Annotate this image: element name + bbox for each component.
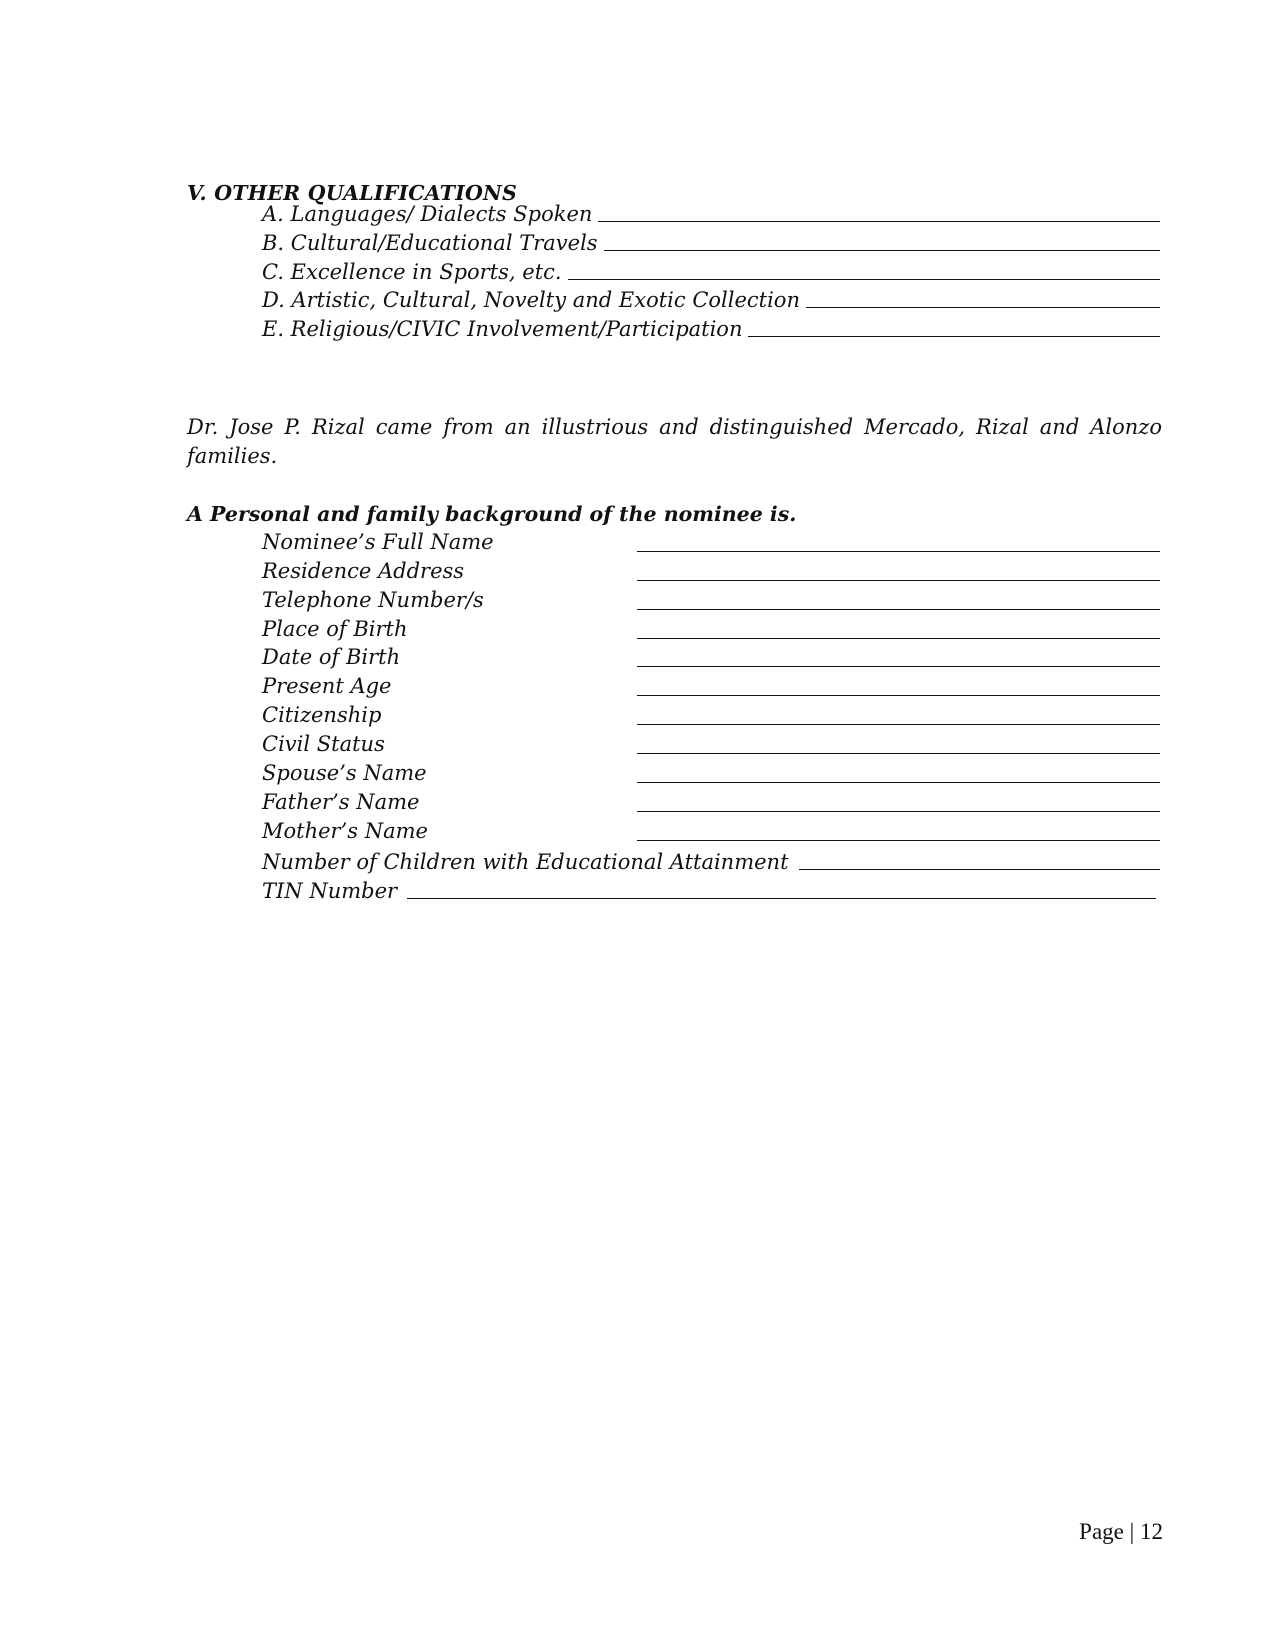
qualification-label: E. Religious/CIVIC Involvement/Participation — [262, 317, 743, 341]
field-label: Date of Birth — [262, 645, 401, 669]
fill-in-line[interactable] — [806, 306, 1160, 308]
fill-in-line[interactable] — [799, 868, 1160, 870]
field-label: Mother’s Name — [262, 819, 428, 843]
qualification-row-travels — [262, 227, 1160, 255]
qualification-label: C. Excellence in Sports, etc. — [262, 260, 562, 284]
qualification-row-sports — [262, 256, 1160, 284]
fill-in-line[interactable] — [748, 335, 1160, 337]
field-row-tin — [262, 875, 1156, 903]
fill-in-line[interactable] — [637, 753, 1160, 754]
fill-in-line[interactable] — [604, 249, 1160, 251]
fill-in-line[interactable] — [637, 666, 1160, 667]
field-label: Spouse’s Name — [262, 761, 427, 785]
qualification-row-languages — [262, 198, 1160, 226]
qualification-label: D. Artistic, Cultural, Novelty and Exotic Collection — [262, 288, 800, 312]
fill-in-line[interactable] — [637, 609, 1160, 610]
field-label: Nominee’s Full Name — [262, 530, 494, 554]
fill-in-line[interactable] — [568, 278, 1160, 280]
field-label: Citizenship — [262, 703, 382, 727]
fill-in-line[interactable] — [637, 724, 1160, 725]
fill-in-line[interactable] — [637, 811, 1160, 812]
fill-in-line[interactable] — [637, 840, 1160, 841]
field-label: Residence Address — [262, 559, 465, 583]
field-label: Civil Status — [262, 732, 385, 756]
qualification-label: A. Languages/ Dialects Spoken — [262, 202, 593, 226]
field-label: Present Age — [262, 674, 392, 698]
fill-in-line[interactable] — [637, 638, 1160, 639]
page-number: Page | 12 — [1079, 1519, 1163, 1544]
field-label: Place of Birth — [262, 617, 408, 641]
qualification-row-collection — [262, 284, 1160, 312]
qualification-label: B. Cultural/Educational Travels — [262, 231, 598, 255]
field-label: Number of Children with Educational Attainment — [262, 850, 789, 874]
field-row-children — [262, 846, 1160, 874]
section-title: V. OTHER QUALIFICATIONS — [187, 181, 517, 205]
fill-in-line[interactable] — [637, 580, 1160, 581]
field-label: Father’s Name — [262, 790, 420, 814]
field-label: TIN Number — [262, 879, 398, 903]
field-label: Telephone Number/s — [262, 588, 484, 612]
background-title: A Personal and family background of the nominee is. — [187, 502, 797, 526]
fill-in-line[interactable] — [637, 551, 1160, 552]
qualification-row-religious — [262, 313, 1160, 341]
intro-paragraph: Dr. Jose P. Rizal came from an illustrious and distinguished Mercado, Rizal and Alonzo families. — [187, 415, 1162, 468]
fill-in-line[interactable] — [598, 220, 1160, 222]
fill-in-line[interactable] — [637, 695, 1160, 696]
fill-in-line[interactable] — [637, 782, 1160, 783]
fill-in-line[interactable] — [407, 897, 1156, 899]
